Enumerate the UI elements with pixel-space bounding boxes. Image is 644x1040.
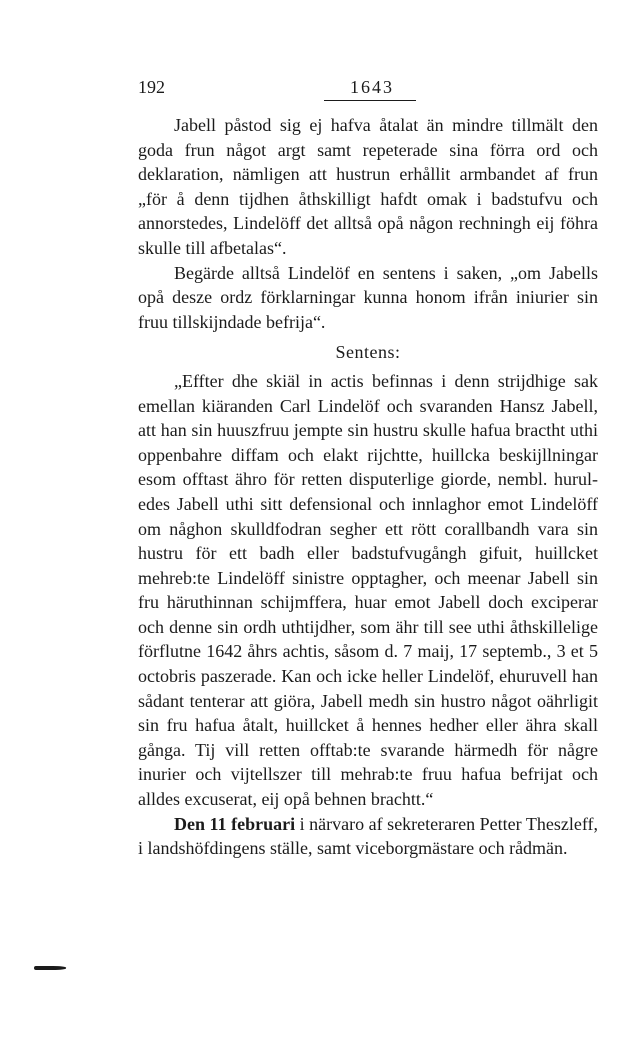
page-number: 192 xyxy=(138,77,165,97)
heading-underline xyxy=(324,100,416,101)
paragraph-february-entry xyxy=(138,812,598,861)
paragraph-sentens: „Effter dhe skiäl in actis befinnas i denn strijdhige sak emellan kiäranden Carl Lindelöf och svaranden Hansz Jabell, att han sin huuszfruu jempte sin hustru skulle hafua bractht uthi oppenbahre diffam och elakt rijchtte, huillcka beskijllningar esom offtast ähro för retten disputerlige giorde, nembl. huruledes Jabell uthi sitt defensional och innlaghor emot Lindelöff om någhon skulldfodran segher ett rött corallbandh vara sin hustru för ett badh eller badstufvugångh gifuit, huillcket mehreb:te Lindelöff sinistre opptagher, och meenar Jabell sin fru häruthinnan schijmffera, huar emot Jabell doch exciperar och denne sin ordh uthtijdher, som ähr till see uthi åthskillelige förflutne 1642 åhrs achtis, såsom d. 7 maij, 17 septemb., 3 et 5 octobris paszerade. Kan och icke heller Lindelöf, ehuruvell han sådant tenterar att giöra, Jabell medh sin hustro något oährligit sin fru hafua åtalt, huillcket å hennes hedher eller ähra skall gånga. Tij vill retten offtab:te svarande härmedh för någre inurier och vijtellszer till mehrab:te fruu hafua befrijat och alldes excuserat, eij opå behnen brachtt.“ xyxy=(138,370,598,810)
paragraph-jabell-statement: Jabell påstod sig ej hafva åtalat än mindre tillmält den goda frun något argt samt repeterade sina förra ord och deklaration, nämligen att hustrun erhållit armbandet af frun „för å denn tijdhen åthskilligt hafdt omak i badstufvu och annorstedes, Lindelöff det alltså opå någon rechningh eij föhra skulle till afbetalas“. xyxy=(138,115,598,258)
margin-mark xyxy=(34,966,66,970)
date-entry-text: i närvaro af sekreteraren Petter Theszleff, i landshöfdingens ställe, samt viceborgmästare och rådmän. xyxy=(138,813,598,859)
date-lead: Den 11 februari xyxy=(174,813,296,834)
sentens-heading: Sentens: xyxy=(335,342,401,363)
year-heading: 1643 xyxy=(350,77,394,97)
paragraph-lindelof-request: Begärde alltså Lindelöf en sentens i saken, „om Jabells opå desze ordz förklarningar kunna honom ifrån iniurier sin fruu tillskijndade befrija“. xyxy=(138,262,598,332)
body-text xyxy=(138,113,598,861)
